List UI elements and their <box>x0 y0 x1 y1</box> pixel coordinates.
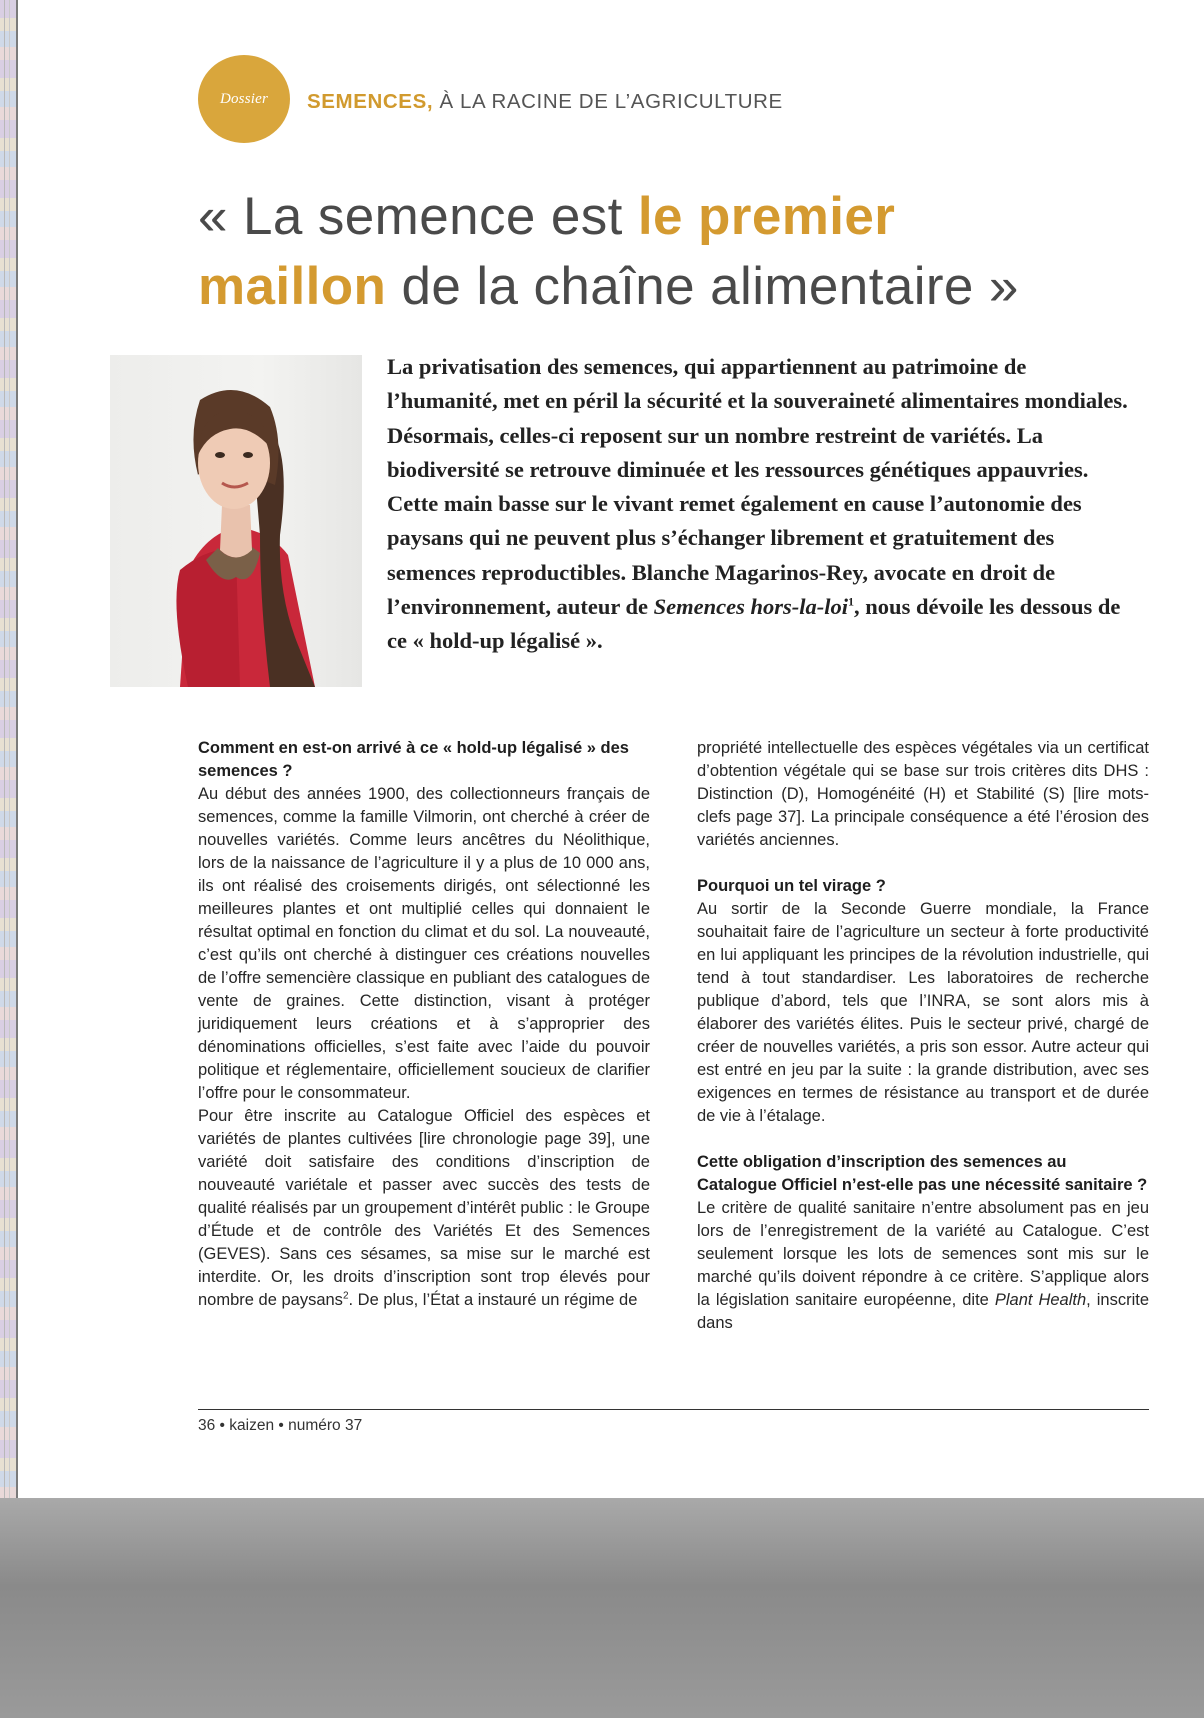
book-title: Semences hors-la-loi <box>653 594 849 620</box>
article-column-left <box>198 737 650 1312</box>
page-title: « La semence est le premier maillon de la chaîne alimentaire » <box>198 187 1019 316</box>
answer-paragraph: Le critère de qualité sanitaire n’entre absolument pas en jeu lors de l’enregistrement de la variété au Catalogue. C’est seulement lorsque les lots de semences sont mis sur le marché qu’ils doivent répondre à ce critère. S’applique alors la législation sanitaire européenne, dite Plant Health, inscrite dans <box>697 1199 1150 1332</box>
question-heading: Pourquoi un tel virage ? <box>697 877 886 895</box>
article-column-right <box>697 737 1149 1335</box>
dossier-badge <box>198 55 290 143</box>
question-heading: Comment en est-on arrivé à ce « hold-up légalisé » des semences ? <box>198 739 629 780</box>
scan-background <box>0 1498 1204 1718</box>
intro-paragraph: La privatisation des semences, qui appartiennent au patrimoine de l’humanité, met en péril la sécurité et la souveraineté alimentaires mondiales. Désormais, celles-ci reposent sur un nombre restreint de variétés. La biodiversité se retrouve diminuée et les ressources génétiques appauvries. Cette main basse sur le vivant remet également en cause l’autonomie des paysans qui ne peuvent plus s’échanger librement et gratuitement des semences reproductibles. Blanche Magarinos-Rey, avocate en droit de l’environnement, auteur de Semences hors-la-loi$^1$, nous dévoile les dessous de ce « hold-up légalisé ». <box>387 354 1128 654</box>
footer-rule <box>198 1409 1149 1410</box>
page-folio: 36 • kaizen • numéro 37 <box>198 1417 363 1434</box>
rubric-text: À LA RACINE DE L’AGRICULTURE <box>433 90 783 113</box>
dossier-badge-label: Dossier <box>219 90 269 107</box>
answer-paragraph: Au sortir de la Seconde Guerre mondiale, la France souhaitait faire de l’agriculture un secteur à forte productivité en lui appliquant les principes de la révolution industrielle, qui tend à tout standardiser. Les laboratoires de recherche publique d’abord, tels que l’INRA, se sont alors mis à élaborer des variétés élites. Puis le secteur privé, chargé de créer de nouvelles variétés, a pris son essor. Autre acteur qui est entré en jeu par la suite : la grande distribution, avec ses exigences en termes de résistance au transport et de durée de vie à l’étalage. <box>697 900 1149 1125</box>
section-rubric <box>307 90 783 114</box>
answer-paragraph: Au début des années 1900, des collectionneurs français de semences, comme la famille Vilmorin, ont cherché à créer de nouvelles variétés. Comme leurs ancêtres du Néolithique, lors de la naissance de l’agriculture il y a plus de 10 000 ans, ils ont réalisé des croisements dirigés, ont sélectionné les meilleures plantes et ont multiplié celles qui donnaient le résultat optimal en fonction du climat et du sol. La nouveauté, c’est qu’ils ont cherché à distinguer ces créations nouvelles de l’offre semencière classique en publiant des catalogues de vente de graines. Cette distinction, visant à protéger juridiquement leurs créations et à s’approprier des dénominations officielles, s’est faite avec l’aide du pouvoir politique et réglementaire, officiellement soucieux de clarifier l’offre pour le consommateur. <box>198 785 650 1102</box>
author-portrait <box>110 355 362 687</box>
question-heading: Cette obligation d’inscription des semences au Catalogue Officiel n’est-elle pas une nécessité sanitaire ? <box>697 1153 1148 1194</box>
answer-paragraph: propriété intellectuelle des espèces végétales via un certificat d’obtention végétale qui se base sur trois critères dits DHS : Distinction (D), Homogénéité (H) et Stabilité (S) [lire mots-clefs page 37]. La principale conséquence a été l’érosion des variétés anciennes. <box>697 739 1149 849</box>
answer-paragraph: Pour être inscrite au Catalogue Officiel des espèces et variétés de plantes cultivées [lire chronologie page 39], une variété doit satisfaire des conditions d’inscription de nouveauté variétale et passer avec succès des tests de qualité réalisés par un groupement d’intérêt public : le Groupe d’Étude et de contrôle des Variétés Et des Semences (GEVES). Sans ces sésames, sa mise sur le marché est interdite. Or, les droits d’inscription sont trop élevés pour nombre de paysans$^2$. De plus, l’État a instauré un régime de <box>198 1107 650 1309</box>
rubric-accent: SEMENCES, <box>307 90 434 113</box>
